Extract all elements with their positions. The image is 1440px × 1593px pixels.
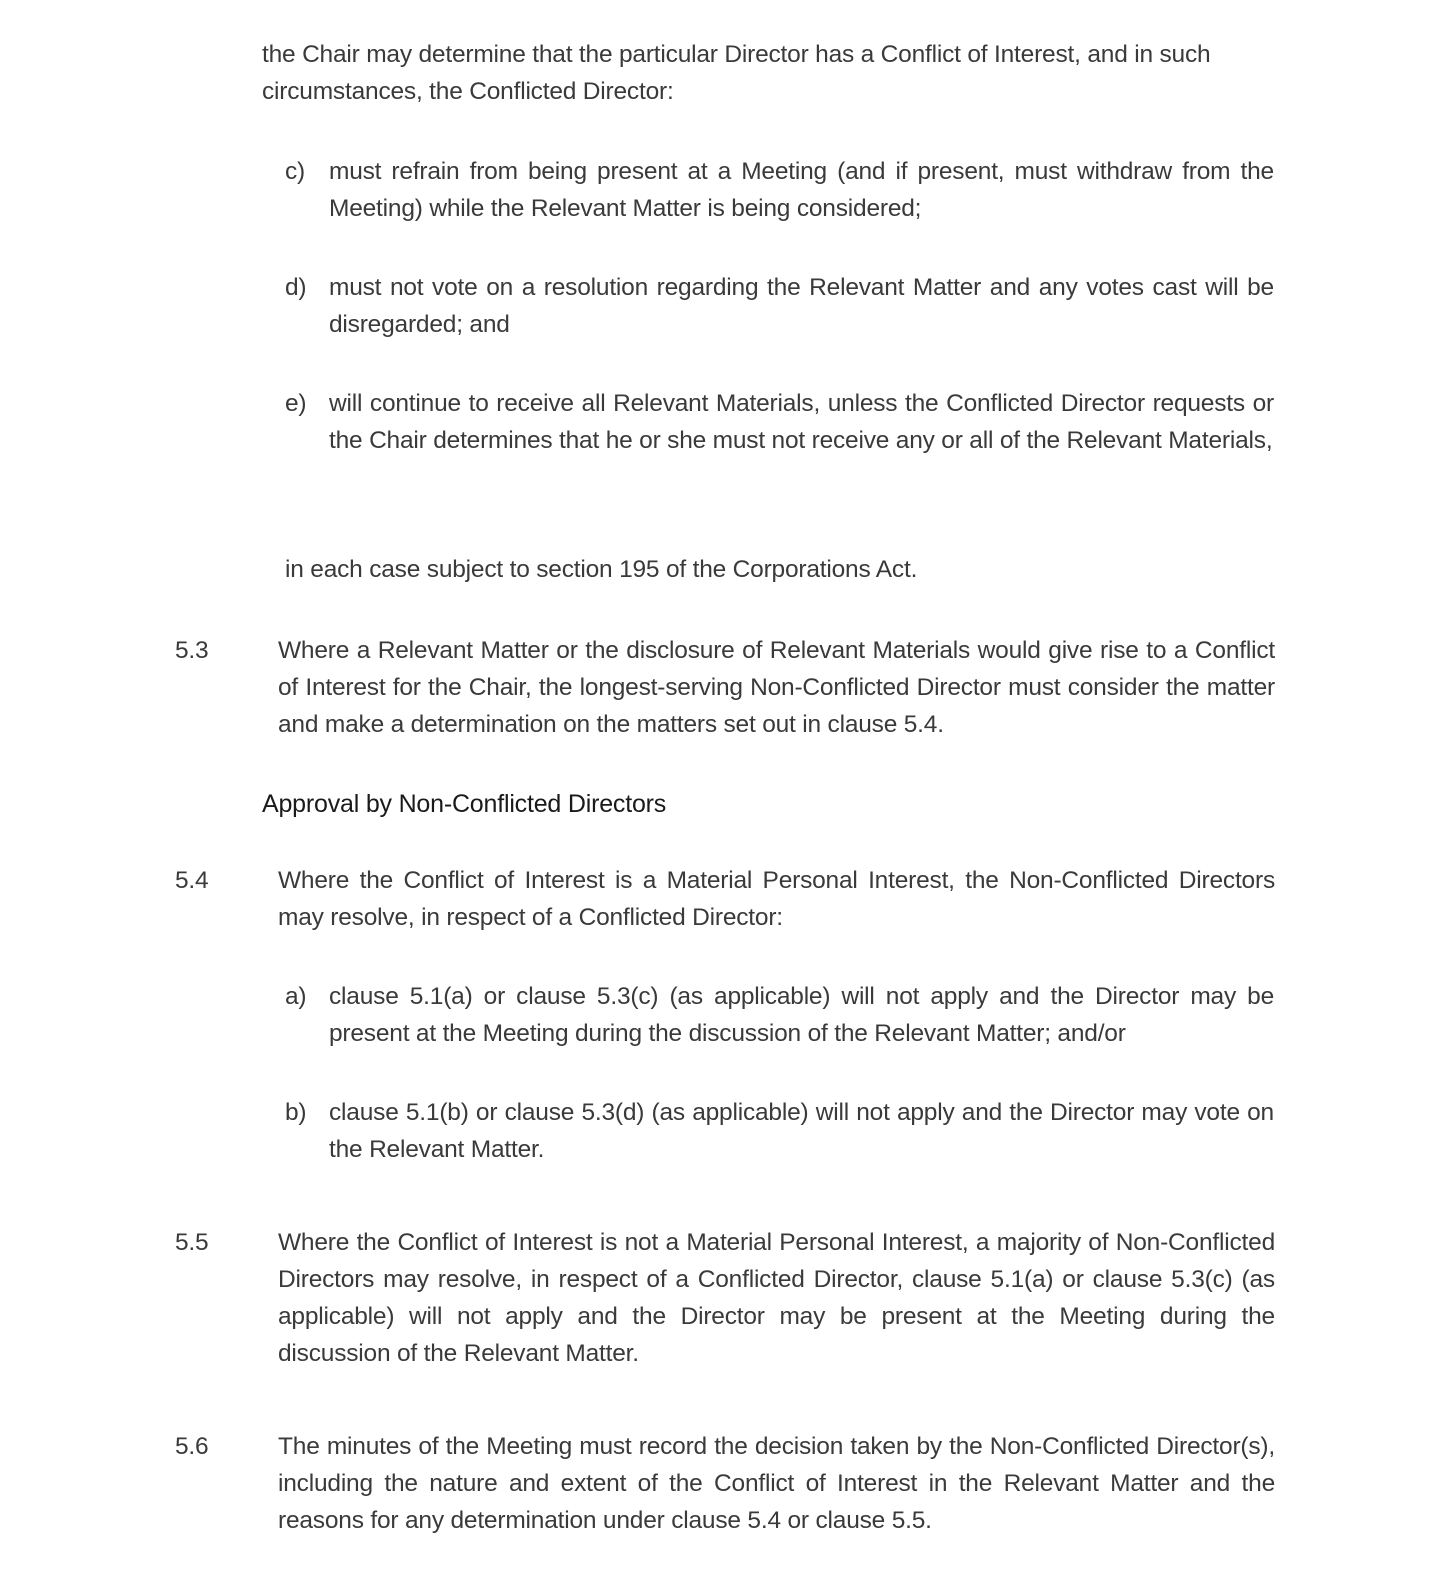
- clause-number: 5.3: [175, 637, 209, 664]
- list-label: c): [285, 158, 306, 185]
- list-text: clause 5.1(a) or clause 5.3(c) (as applicable) will not apply and the Director may be present at the Meeting during the discussion of the Relevant Matter; and/or: [329, 983, 1274, 1047]
- list-label: e): [285, 390, 307, 417]
- section-heading: Approval by Non-Conflicted Directors: [262, 790, 667, 818]
- list-label: a): [285, 983, 307, 1010]
- clause-text: Where the Conflict of Interest is not a Material Personal Interest, a majority of Non-Conflicted Directors may resolve, in respect of a Conflicted Director, clause 5.1(a) or clause 5.3(c) (as applicable) will not apply and the Director may be present at the Meeting during the discussion of the Relevant Matter.: [278, 1229, 1275, 1367]
- list-label: d): [285, 274, 307, 301]
- list-label: b): [285, 1099, 307, 1126]
- intro-paragraph: the Chair may determine that the particular Director has a Conflict of Interest, and in such circumstances, the Conflicted Director:: [262, 41, 1211, 105]
- list-text: will continue to receive all Relevant Materials, unless the Conflicted Director requests or the Chair determines that he or she must not receive any or all of the Relevant Materials,: [329, 390, 1274, 454]
- tail-paragraph: in each case subject to section 195 of the Corporations Act.: [285, 556, 918, 583]
- list-text: must refrain from being present at a Meeting (and if present, must withdraw from the Meeting) while the Relevant Matter is being considered;: [329, 158, 1274, 222]
- clause-number: 5.4: [175, 867, 209, 894]
- clause-text: Where a Relevant Matter or the disclosure of Relevant Materials would give rise to a Conflict of Interest for the Chair, the longest-serving Non-Conflicted Director must consider the matter and make a determination on the matters set out in clause 5.4.: [278, 637, 1275, 738]
- list-text: must not vote on a resolution regarding the Relevant Matter and any votes cast will be disregarded; and: [329, 274, 1274, 338]
- list-text: clause 5.1(b) or clause 5.3(d) (as applicable) will not apply and the Director may vote on the Relevant Matter.: [329, 1099, 1274, 1163]
- clause-number: 5.6: [175, 1433, 209, 1460]
- clause-text: Where the Conflict of Interest is a Material Personal Interest, the Non-Conflicted Directors may resolve, in respect of a Conflicted Director:: [278, 867, 1275, 931]
- clause-text: The minutes of the Meeting must record the decision taken by the Non-Conflicted Director(s), including the nature and extent of the Conflict of Interest in the Relevant Matter and the reasons for any determination under clause 5.4 or clause 5.5.: [278, 1433, 1275, 1534]
- clause-number: 5.5: [175, 1229, 209, 1256]
